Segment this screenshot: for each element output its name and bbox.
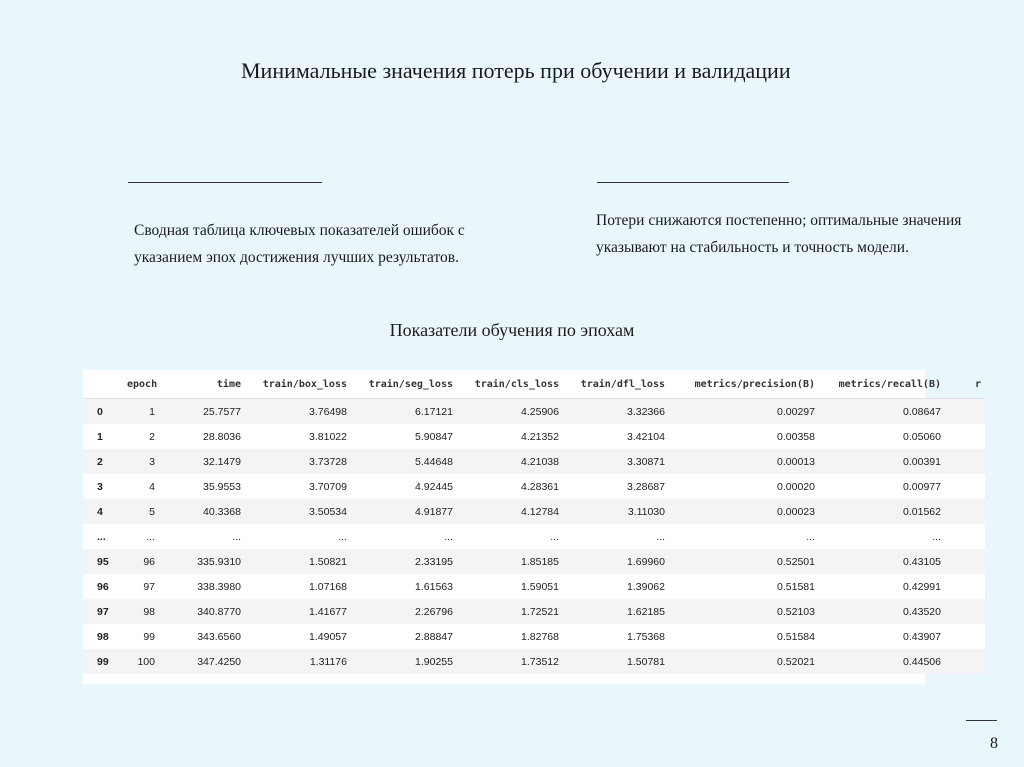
left-divider <box>128 182 322 183</box>
table-cell: 100 <box>137 655 155 668</box>
table-cell: 1.59051 <box>521 580 559 593</box>
column-header: epoch <box>123 370 159 399</box>
table-cell: 0.00297 <box>777 405 815 418</box>
table-cell: 2.26796 <box>415 605 453 618</box>
row-index: 0 <box>97 405 103 418</box>
row-index: 95 <box>97 555 109 568</box>
table-cell: ... <box>656 530 665 543</box>
table-cell <box>945 474 985 499</box>
table-cell: 5 <box>149 505 155 518</box>
table-cell <box>945 399 985 425</box>
column-header <box>83 370 123 399</box>
column-header: train/cls_loss <box>457 370 563 399</box>
table-cell: 2.88847 <box>415 630 453 643</box>
column-header: train/seg_loss <box>351 370 457 399</box>
right-note: Потери снижаются постепенно; оптимальные значения указывают на стабильность и точность модели. <box>596 212 962 256</box>
right-divider <box>597 182 789 183</box>
column-header: train/dfl_loss <box>563 370 669 399</box>
table-cell: 98 <box>143 605 155 618</box>
table-cell: 1 <box>149 405 155 418</box>
column-header: metrics/precision(B) <box>669 370 819 399</box>
table-row <box>83 424 985 449</box>
table-cell <box>945 524 985 549</box>
table-row <box>83 574 985 599</box>
table-cell: 1.73512 <box>521 655 559 668</box>
column-header: train/box_loss <box>245 370 351 399</box>
table-cell: 1.61563 <box>415 580 453 593</box>
table-cell: 28.8036 <box>203 430 241 443</box>
table-cell <box>945 499 985 524</box>
table-cell: 0.52501 <box>777 555 815 568</box>
table-cell: 0.05060 <box>903 430 941 443</box>
table-cell: 1.41677 <box>309 605 347 618</box>
table-cell: 4.25906 <box>521 405 559 418</box>
row-index: 96 <box>97 580 109 593</box>
table-cell: 0.00020 <box>777 480 815 493</box>
row-index: 4 <box>97 505 103 518</box>
slide-title: Минимальные значения потерь при обучении и валидации <box>241 58 791 83</box>
table-cell: 3.73728 <box>309 455 347 468</box>
table-cell <box>945 624 985 649</box>
table-cell: ... <box>146 530 155 543</box>
table-cell: 2 <box>149 430 155 443</box>
table-cell: 0.43520 <box>903 605 941 618</box>
table-cell: ... <box>550 530 559 543</box>
table-row <box>83 474 985 499</box>
table-cell: 4.91877 <box>415 505 453 518</box>
table-cell: 99 <box>143 630 155 643</box>
table-cell: 1.90255 <box>415 655 453 668</box>
table-cell: 6.17121 <box>415 405 453 418</box>
table-cell: 3.28687 <box>627 480 665 493</box>
table-cell: 35.9553 <box>203 480 241 493</box>
table-cell: 1.31176 <box>309 655 347 668</box>
table-cell: 0.43105 <box>903 555 941 568</box>
table-cell: 0.44506 <box>903 655 941 668</box>
table-cell: 97 <box>143 580 155 593</box>
table-cell: 0.51581 <box>777 580 815 593</box>
table-cell: 0.00023 <box>777 505 815 518</box>
table-cell: ... <box>338 530 347 543</box>
column-header: r <box>945 370 985 399</box>
table-cell <box>945 599 985 624</box>
table-cell: 4 <box>149 480 155 493</box>
table-cell: 0.08647 <box>903 405 941 418</box>
table-cell <box>945 449 985 474</box>
table-cell: 0.00013 <box>777 455 815 468</box>
table-cell <box>945 424 985 449</box>
table-cell: 0.00977 <box>903 480 941 493</box>
table-cell: 1.85185 <box>521 555 559 568</box>
table-cell: 335.9310 <box>197 555 241 568</box>
table-header-row <box>83 370 985 399</box>
table-cell: 340.8770 <box>197 605 241 618</box>
table-cell: 0.00358 <box>777 430 815 443</box>
table-cell: 0.51584 <box>777 630 815 643</box>
table-cell: 96 <box>143 555 155 568</box>
table-cell: 40.3368 <box>203 505 241 518</box>
row-index: 2 <box>97 455 103 468</box>
row-index: 1 <box>97 430 103 443</box>
row-index: 3 <box>97 480 103 493</box>
table-cell: 343.6560 <box>197 630 241 643</box>
table-cell: ... <box>806 530 815 543</box>
table-cell: ... <box>232 530 241 543</box>
table-cell: 3 <box>149 455 155 468</box>
table-row <box>83 399 985 425</box>
table-cell: 3.30871 <box>627 455 665 468</box>
table-row <box>83 599 985 624</box>
table-cell: 3.50534 <box>309 505 347 518</box>
table-cell: 5.90847 <box>415 430 453 443</box>
page-number: 8 <box>990 735 998 752</box>
table-cell: 1.69960 <box>627 555 665 568</box>
table-cell <box>945 549 985 574</box>
row-index: 97 <box>97 605 109 618</box>
table-cell: 1.82768 <box>521 630 559 643</box>
table-cell: 4.92445 <box>415 480 453 493</box>
column-header: metrics/recall(B) <box>819 370 945 399</box>
table-cell: 1.62185 <box>627 605 665 618</box>
table-cell: 1.72521 <box>521 605 559 618</box>
table-cell: 4.21352 <box>521 430 559 443</box>
table-cell: 1.50821 <box>309 555 347 568</box>
table-cell: 1.49057 <box>309 630 347 643</box>
table-cell: 32.1479 <box>203 455 241 468</box>
table-cell: 1.07168 <box>309 580 347 593</box>
row-index: 98 <box>97 630 109 643</box>
table-cell <box>945 574 985 599</box>
table-cell: ... <box>932 530 941 543</box>
table-cell: 1.39062 <box>627 580 665 593</box>
table-row <box>83 649 985 674</box>
table-cell: 338.3980 <box>197 580 241 593</box>
footer-divider <box>966 720 997 721</box>
training-metrics-table <box>83 370 981 684</box>
table-row <box>83 624 985 649</box>
left-note: Сводная таблица ключевых показателей ошибок с указанием эпох достижения лучших результатов. <box>134 222 465 266</box>
table-cell: 0.52021 <box>777 655 815 668</box>
table-cell: 4.28361 <box>521 480 559 493</box>
table-cell: 2.33195 <box>415 555 453 568</box>
row-index: ... <box>97 530 106 543</box>
table-row <box>83 549 985 574</box>
table-cell: 0.42991 <box>903 580 941 593</box>
table-cell: 0.43907 <box>903 630 941 643</box>
table-cell: 4.12784 <box>521 505 559 518</box>
row-index: 99 <box>97 655 109 668</box>
table-cell: 0.00391 <box>903 455 941 468</box>
table-row <box>83 524 985 549</box>
table-cell: 0.01562 <box>903 505 941 518</box>
table-cell: 3.70709 <box>309 480 347 493</box>
column-header: time <box>159 370 245 399</box>
table-title: Показатели обучения по эпохам <box>389 320 635 340</box>
table-cell: 3.11030 <box>627 505 665 518</box>
table-cell: 3.76498 <box>309 405 347 418</box>
table-cell: 0.52103 <box>777 605 815 618</box>
table-cell: 1.50781 <box>627 655 665 668</box>
table-cell: 3.32366 <box>627 405 665 418</box>
table-cell: 25.7577 <box>203 405 241 418</box>
table-cell: 3.42104 <box>627 430 665 443</box>
table-cell: 347.4250 <box>197 655 241 668</box>
table-cell: ... <box>444 530 453 543</box>
table-cell <box>945 649 985 674</box>
table-row <box>83 499 985 524</box>
table-cell: 5.44648 <box>415 455 453 468</box>
table-cell: 3.81022 <box>309 430 347 443</box>
table-cell: 1.75368 <box>627 630 665 643</box>
table-cell: 4.21038 <box>521 455 559 468</box>
table-row <box>83 449 985 474</box>
